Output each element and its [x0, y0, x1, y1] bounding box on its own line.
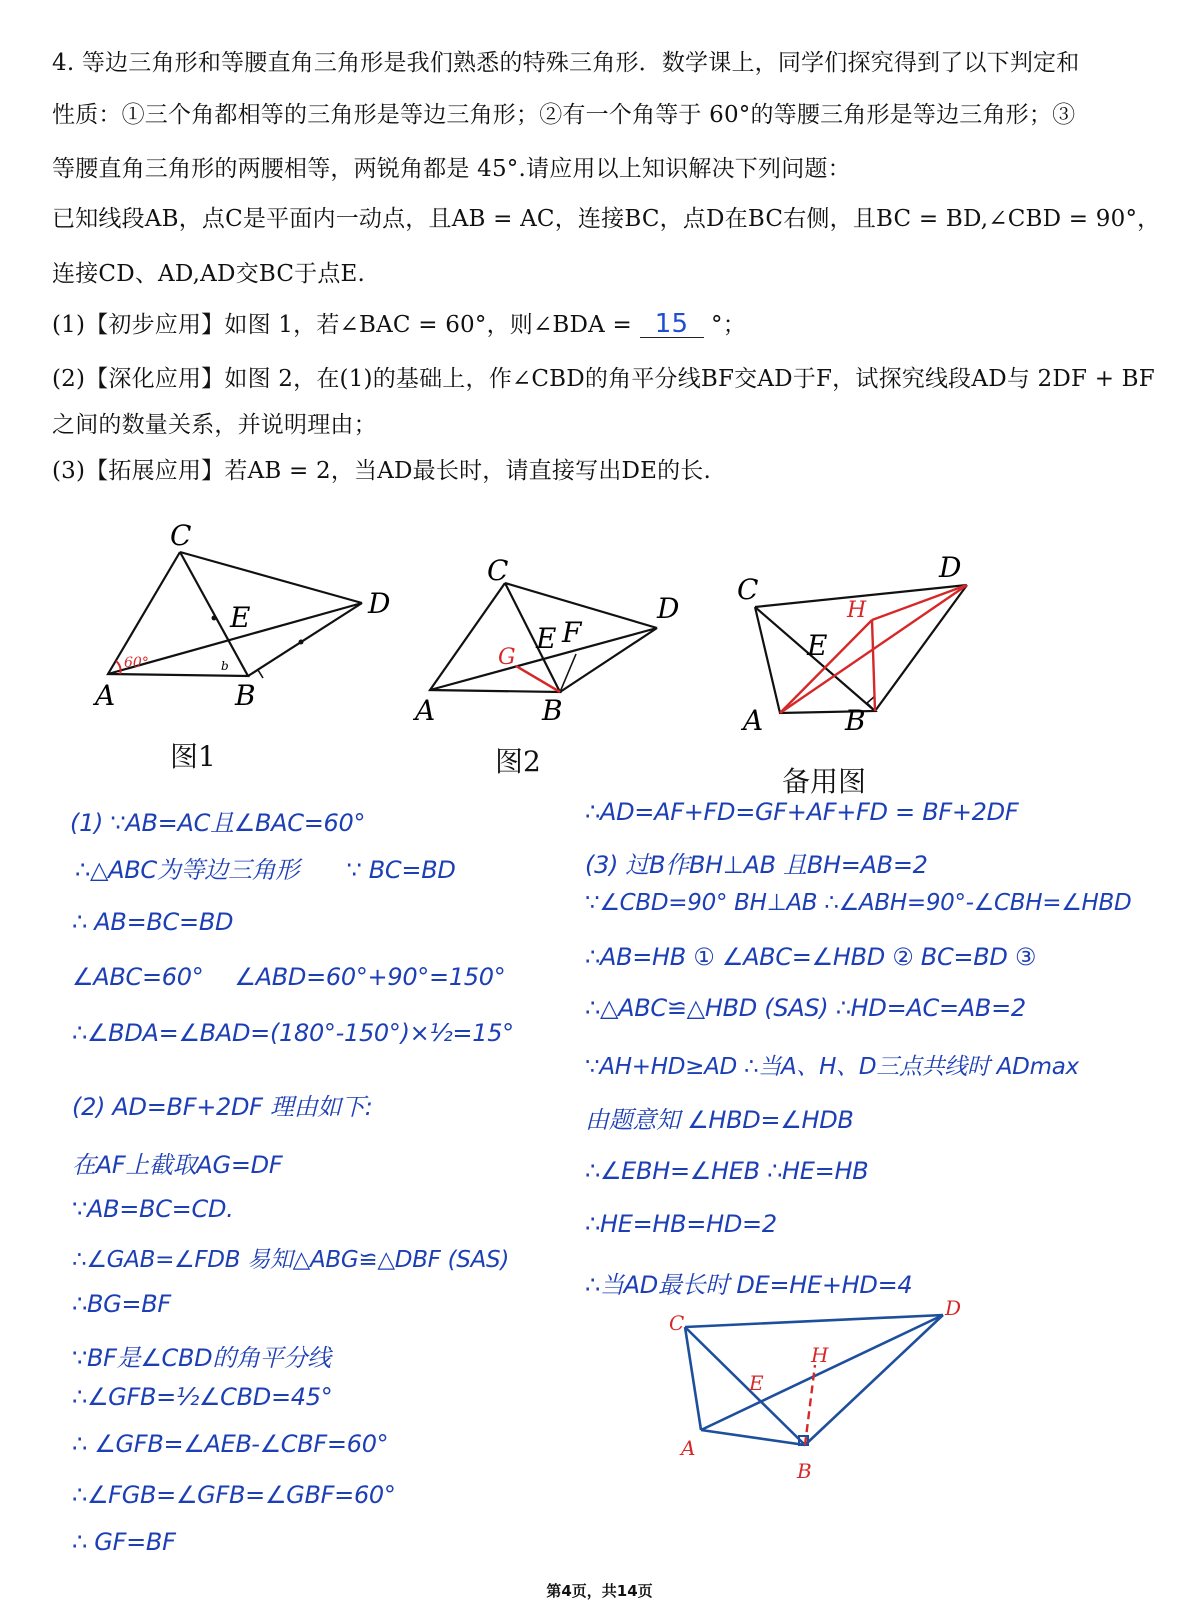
problem-line-4: 已知线段AB，点C是平面内一动点，且AB = AC，连接BC，点D在BC右侧，且BC = BD,∠CBD = 90°，	[52, 206, 1161, 232]
solution-right-line-1: ∴AD=AF+FD=GF+AF+FD = BF+2DF	[585, 798, 1019, 826]
figure-3	[735, 551, 1015, 745]
angle-b-label: b	[221, 659, 229, 673]
figure-2-caption: 图2	[495, 745, 541, 778]
solution-left-line-15: ∴ GF=BF	[72, 1528, 176, 1556]
problem-line-3: 等腰直角三角形的两腰相等，两锐角都是 45°.请应用以上知识解决下列问题：	[52, 156, 851, 182]
fig2-label-f: F	[562, 616, 582, 649]
solution-left-line-14: ∴∠FGB=∠GFB=∠GBF=60°	[72, 1481, 396, 1509]
sketch-label-e: E	[749, 1371, 764, 1395]
solution-right-line-2: (3) 过B作BH⊥AB 且BH=AB=2	[585, 851, 928, 879]
sketch-label-h: H	[811, 1343, 829, 1367]
question-2-line-1: (2)【深化应用】如图 2，在(1)的基础上，作∠CBD的角平分线BF交AD于F，试探究线段AD与 2DF + BF	[52, 366, 1155, 392]
question-1-suffix: °；	[711, 312, 746, 338]
fig3-label-e: E	[807, 629, 828, 662]
sketch-label-d: D	[945, 1296, 962, 1320]
solution-left-line-4: ∠ABC=60° ∠ABD=60°+90°=150°	[72, 963, 506, 991]
fig2-label-a: A	[415, 694, 436, 727]
solution-right-line-9: ∴HE=HB=HD=2	[585, 1210, 777, 1238]
figure-3-caption: 备用图	[782, 765, 867, 798]
fig2-label-g: G	[498, 645, 516, 670]
angle-60-label: 60°	[124, 655, 149, 671]
solution-left-line-9: ∴∠GAB=∠FDB 易知△ABG≌△DBF (SAS)	[72, 1247, 510, 1273]
solution-left-line-12: ∴∠GFB=½∠CBD=45°	[72, 1383, 333, 1411]
fig1-label-b: B	[235, 679, 256, 712]
fig2-label-e: E	[536, 622, 557, 655]
fig3-label-b: B	[845, 704, 866, 737]
fig2-label-d: D	[657, 592, 680, 625]
figure-2	[410, 550, 710, 740]
tick-mark	[212, 616, 217, 621]
fig2-label-b: B	[542, 694, 563, 727]
question-3: (3)【拓展应用】若AB = 2，当AD最长时，请直接写出DE的长.	[52, 458, 712, 484]
solution-left-line-11: ∵BF是∠CBD的角平分线	[72, 1344, 331, 1372]
problem-line-1: 4. 等边三角形和等腰直角三角形是我们熟悉的特殊三角形．数学课上，同学们探究得到了以下判定和	[52, 50, 1080, 76]
fig2-label-c: C	[487, 554, 509, 587]
question-1-answer: 15	[640, 311, 704, 338]
tick-mark	[299, 640, 304, 645]
solution-right-line-8: ∴∠EBH=∠HEB ∴HE=HB	[585, 1157, 869, 1185]
fig1-label-c: C	[170, 519, 192, 552]
handwritten-sketch	[665, 1296, 995, 1500]
fig1-label-a: A	[95, 679, 116, 712]
problem-line-5: 连接CD、AD,AD交BC于点E.	[52, 261, 366, 287]
solution-left-line-1: (1) ∵AB=AC且∠BAC=60°	[70, 809, 366, 837]
solution-left-line-5: ∴∠BDA=∠BAD=(180°-150°)×½=15°	[72, 1019, 514, 1047]
solution-left-line-7: 在AF上截取AG=DF	[72, 1151, 283, 1179]
fig3-label-d: D	[939, 551, 962, 584]
page-footer: 第4页，共14页	[546, 1582, 653, 1600]
solution-left-line-2: ∴△ABC为等边三角形 ∵ BC=BD	[75, 856, 456, 884]
figure-1	[90, 515, 420, 715]
figure-1-caption: 图1	[170, 740, 216, 773]
fig3-label-a: A	[743, 704, 764, 737]
fig3-label-c: C	[737, 573, 759, 606]
solution-left-line-13: ∴ ∠GFB=∠AEB-∠CBF=60°	[72, 1430, 389, 1458]
fig3-label-h: H	[847, 598, 867, 623]
sketch-label-b: B	[797, 1459, 812, 1483]
solution-right-line-7: 由题意知 ∠HBD=∠HDB	[585, 1106, 854, 1134]
question-2-line-2: 之间的数量关系，并说明理由；	[52, 412, 377, 438]
solution-left-line-10: ∴BG=BF	[72, 1290, 171, 1318]
solution-right-line-3: ∵∠CBD=90° BH⊥AB ∴∠ABH=90°-∠CBH=∠HBD	[585, 890, 1132, 916]
problem-line-2: 性质：①三个角都相等的三角形是等边三角形；②有一个角等于 60°的等腰三角形是等边三角形；③	[52, 102, 1076, 128]
question-1-prefix: (1)【初步应用】如图 1，若∠BAC = 60°，则∠BDA =	[52, 312, 632, 338]
sketch-label-c: C	[669, 1311, 685, 1335]
solution-left-line-3: ∴ AB=BC=BD	[72, 908, 234, 936]
question-1	[52, 306, 746, 339]
fig1-label-e: E	[230, 601, 251, 634]
solution-left-line-8: ∵AB=BC=CD.	[72, 1195, 234, 1223]
fig1-label-d: D	[368, 587, 391, 620]
solution-left-line-6: (2) AD=BF+2DF 理由如下:	[72, 1093, 373, 1121]
solution-right-line-10: ∴当AD最长时 DE=HE+HD=4	[585, 1271, 913, 1299]
solution-right-line-5: ∴△ABC≌△HBD (SAS) ∴HD=AC=AB=2	[585, 994, 1026, 1022]
solution-right-line-6: ∵AH+HD≥AD ∴当A、H、D三点共线时 ADmax	[585, 1054, 1079, 1080]
solution-right-line-4: ∴AB=HB ① ∠ABC=∠HBD ② BC=BD ③	[585, 943, 1037, 971]
sketch-label-a: A	[681, 1436, 696, 1460]
